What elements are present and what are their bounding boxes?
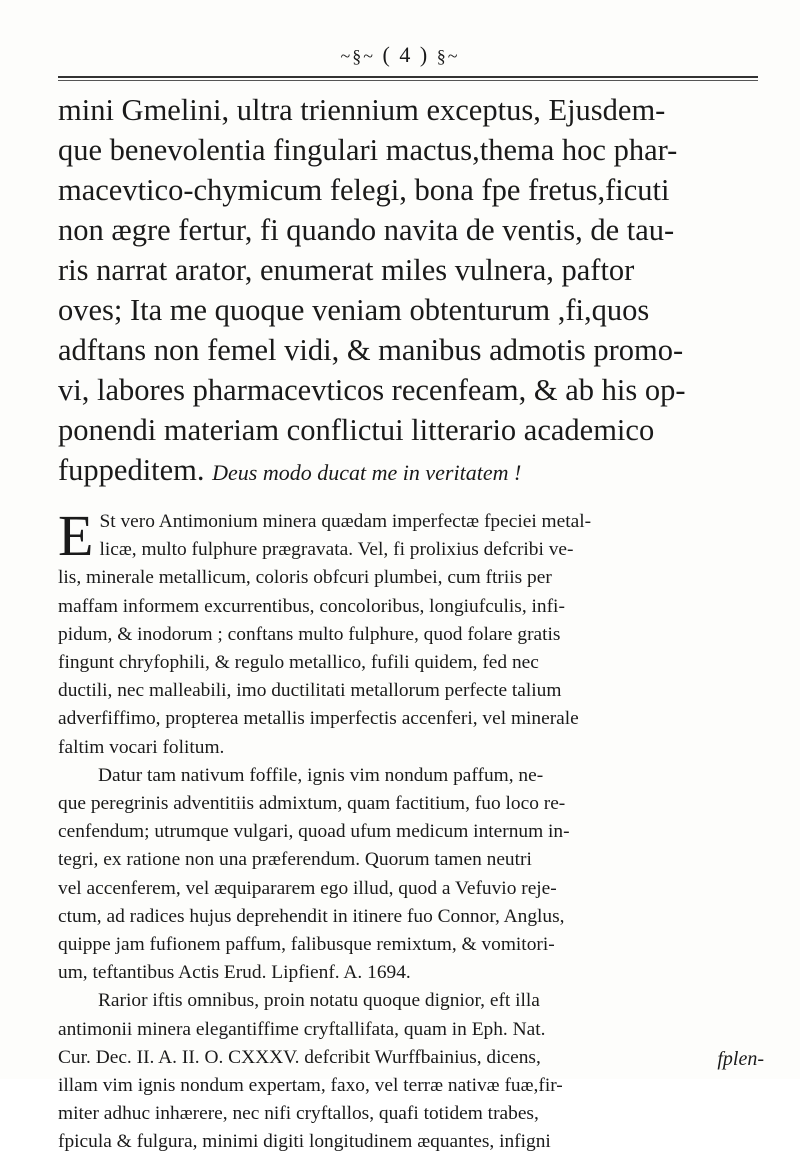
body-line: fpicula & fulgura, minimi digiti longitudinem æquantes, infigni <box>58 1131 551 1153</box>
intro-line: ponendi materiam conflictui litterario academico <box>58 413 655 447</box>
intro-line: que benevolentia fingulari mactus,thema hoc phar- <box>58 133 678 167</box>
body-line: Datur tam nativum foffile, ignis vim nondum paffum, ne- <box>98 764 544 786</box>
intro-line: fuppeditem. <box>58 453 205 487</box>
body-line: licæ, multo fulphure prægravata. Vel, fi prolixius defcribi ve- <box>99 539 574 561</box>
intro-line: ris narrat arator, enumerat miles vulnera, paftor <box>58 253 635 287</box>
intro-line: oves; Ita me quoque veniam obtenturum ,fi,quos <box>58 293 650 327</box>
body-line: fingunt chryfophili, & regulo metallico, fufili quidem, fed nec <box>58 652 539 674</box>
body-line: ductili, nec malleabili, imo ductilitati metallorum perfecte talium <box>58 680 562 702</box>
body-line: cenfendum; utrumque vulgari, quoad ufum medicum internum in- <box>58 821 570 843</box>
intro-line: non ægre fertur, fi quando navita de ventis, de tau- <box>58 213 675 247</box>
body-line: faltim vocari folitum. <box>58 736 225 758</box>
catchword: fplen- <box>717 1048 764 1070</box>
body-line: tegri, ex ratione non una præferendum. Quorum tamen neutri <box>58 849 532 871</box>
body-line: ctum, ad radices hujus deprehendit in itinere fuo Connor, Anglus, <box>58 905 565 927</box>
motto: Deus modo ducat me in veritatem ! <box>212 460 522 485</box>
page-number: ( 4 ) <box>382 42 430 67</box>
intro-line: adftans non femel vidi, & manibus admotis promo- <box>58 333 684 367</box>
body-line: pidum, & inodorum ; conftans multo fulphure, quod folare gratis <box>58 623 561 645</box>
body-line: miter adhuc inhærere, nec nifi cryftallos, quafi totidem trabes, <box>58 1103 539 1125</box>
header-rule-thin <box>58 80 758 81</box>
body-line: St vero Antimonium minera quædam imperfectæ fpeciei metal- <box>99 511 592 532</box>
body-line: antimonii minera elegantiffime cryftallifata, quam in Eph. Nat. <box>58 1018 546 1040</box>
intro-last-line <box>58 450 778 493</box>
body-line: um, teftantibus Actis Erud. Lipfienf. A. 1694. <box>58 962 411 984</box>
body-line: quippe jam fufionem paffum, falibusque remixtum, & vomitori- <box>58 934 555 956</box>
body-line: adverfiffimo, propterea metallis imperfectis accenferi, vel minerale <box>58 708 579 730</box>
running-head <box>0 42 800 68</box>
body-line: vel accenferem, vel æquipararem ego illud, quod a Vefuvio reje- <box>58 877 557 899</box>
right-ornament: §~ <box>436 46 460 66</box>
header-rule <box>58 76 758 78</box>
body-line: que peregrinis adventitiis admixtum, quam factitium, fuo loco re- <box>58 793 566 815</box>
body-line: lis, minerale metallicum, coloris obfcuri plumbei, cum ftriis per <box>58 567 552 589</box>
body-line: Rarior iftis omnibus, proin notatu quoque dignior, eft illa <box>98 990 540 1012</box>
intro-line: vi, labores pharmacevticos recenfeam, & ab his op- <box>58 373 686 407</box>
left-ornament: ~§~ <box>340 46 376 66</box>
body-line: illam vim ignis nondum expertam, faxo, vel terræ nativæ fuæ,fir- <box>58 1075 563 1097</box>
intro-line: macevtico-chymicum felegi, bona fpe fretus,ficuti <box>58 173 670 207</box>
main-text <box>58 503 770 1157</box>
intro-paragraph <box>58 90 778 493</box>
body-line: maffam informem excurrentibus, concoloribus, longiufculis, infi- <box>58 595 565 617</box>
intro-line: mini Gmelini, ultra triennium exceptus, Ejusdem- <box>58 93 666 127</box>
drop-capital: E <box>58 503 94 568</box>
body-line: Cur. Dec. II. A. II. O. CXXXV. defcribit Wurffbainius, dicens, <box>58 1046 541 1068</box>
